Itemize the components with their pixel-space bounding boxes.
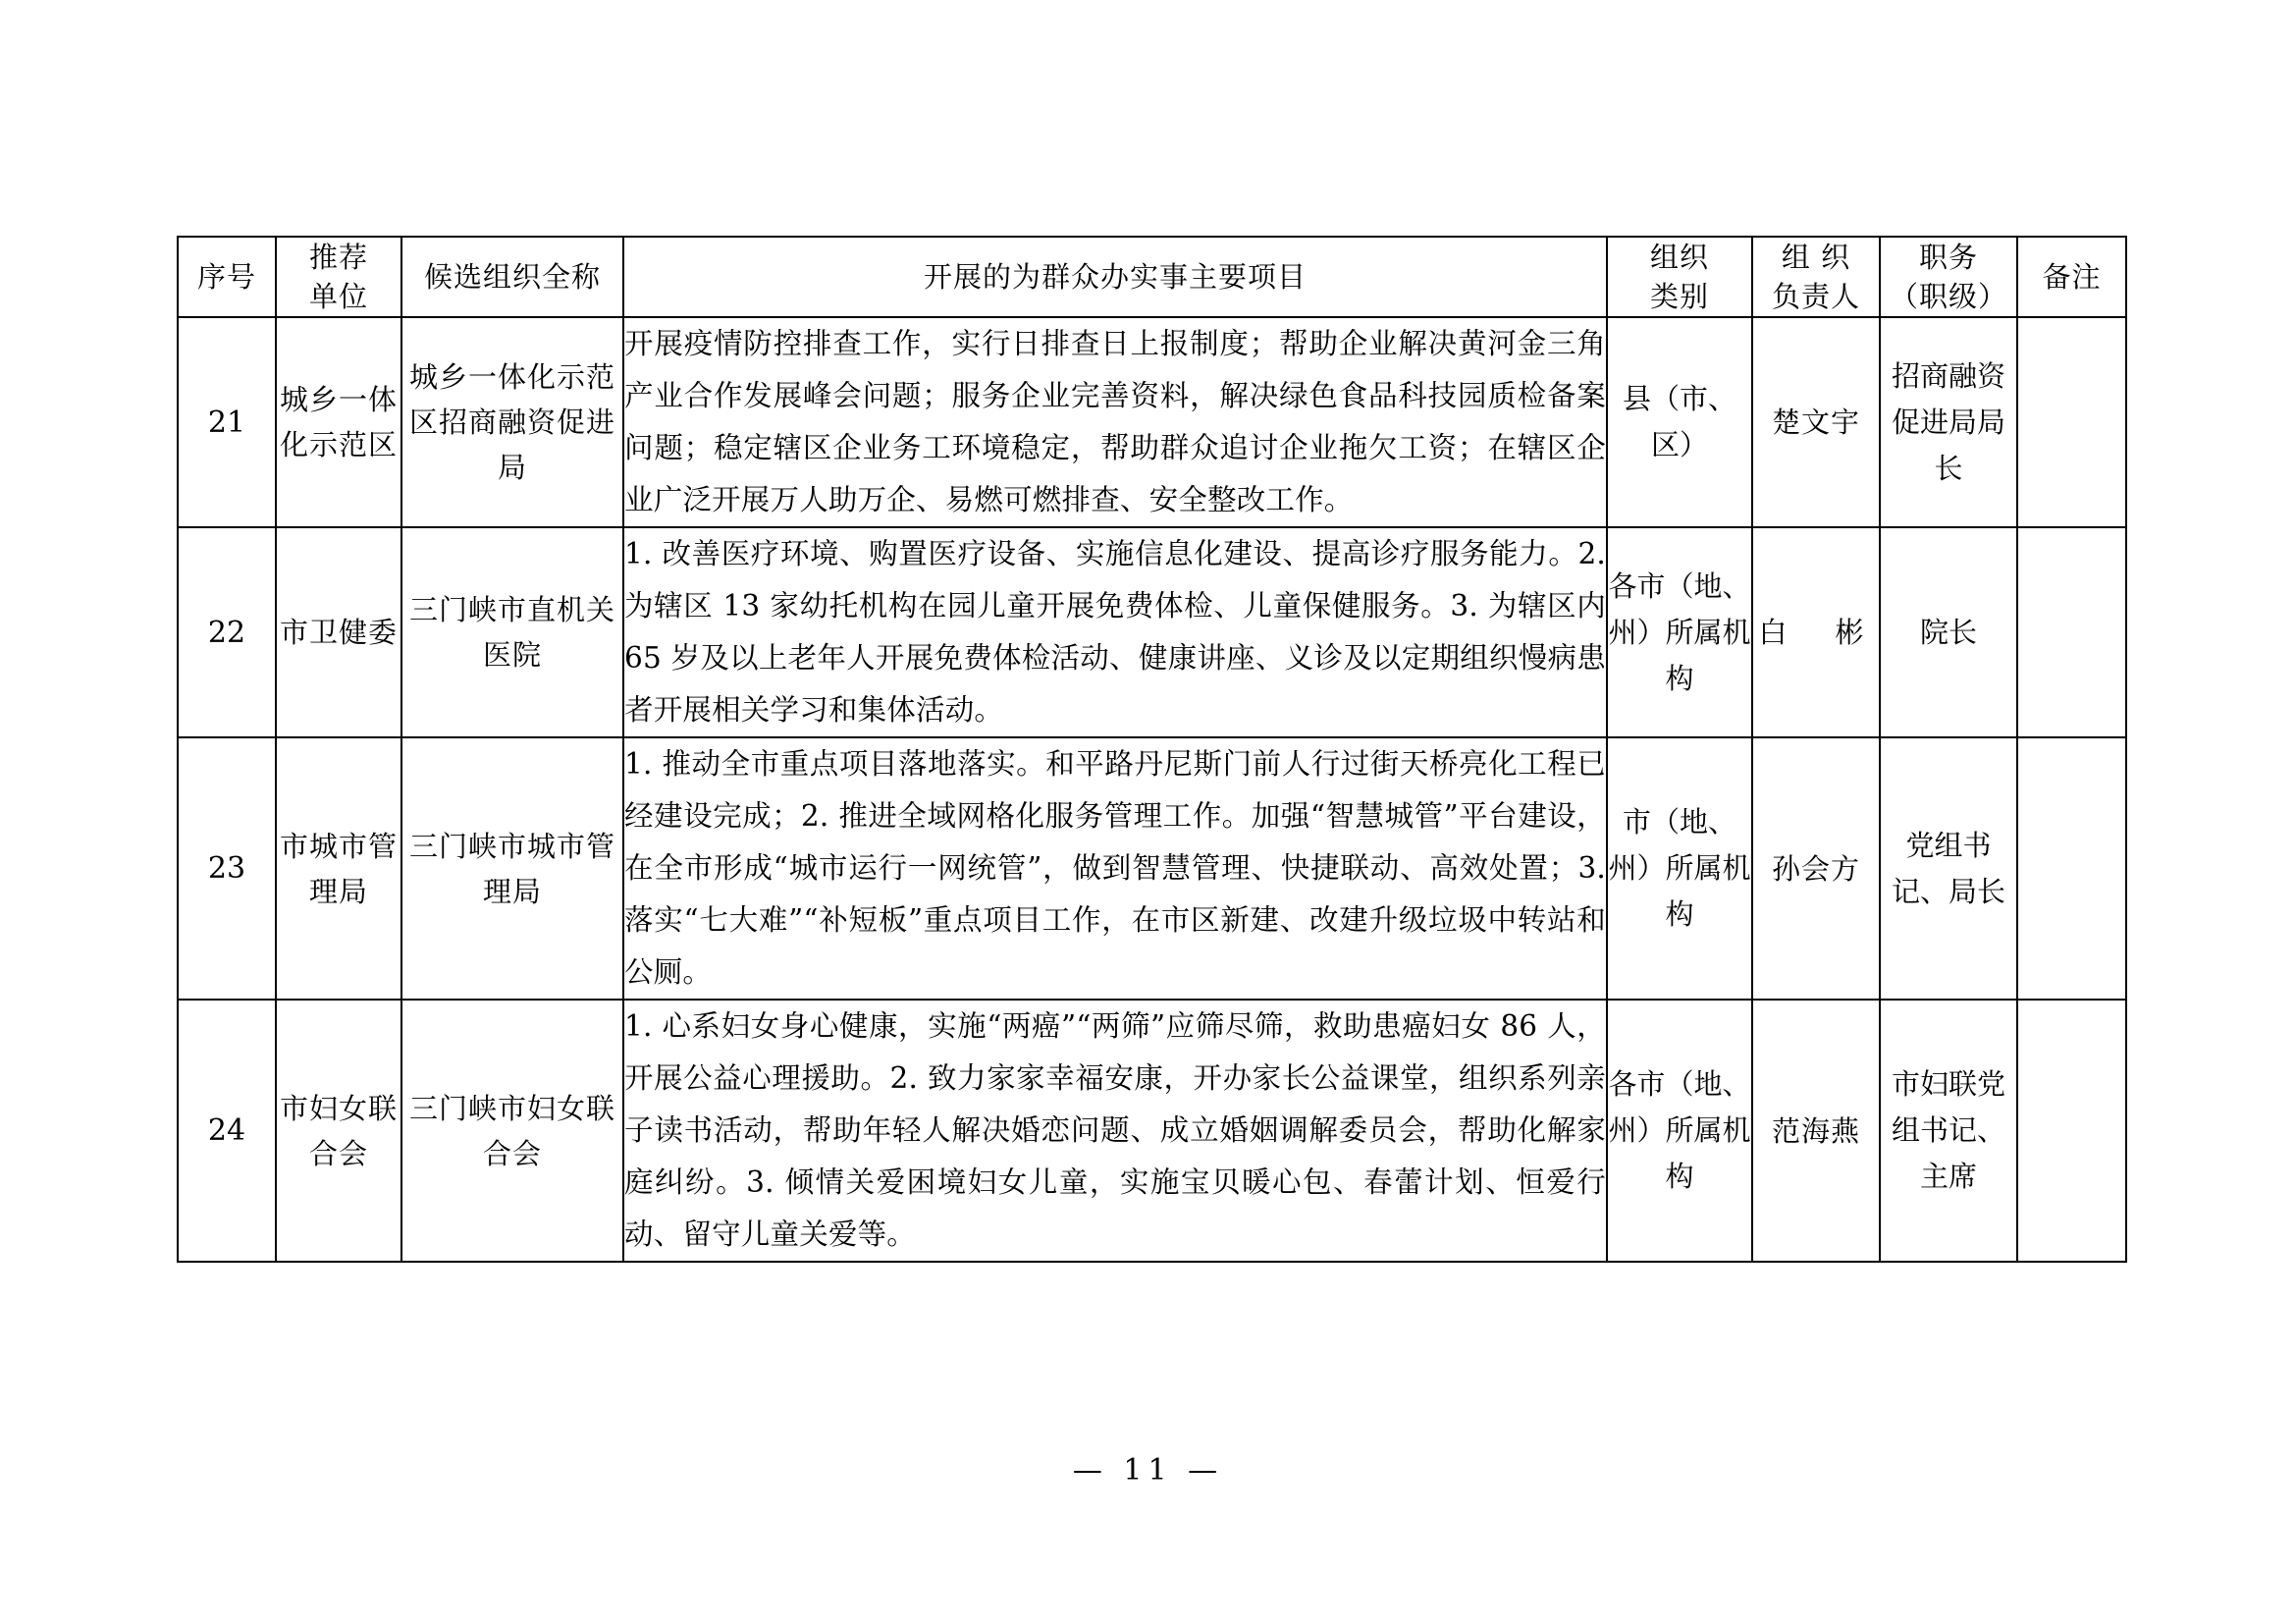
cell-post: 招商融资促进局局长	[1880, 317, 2017, 527]
column-header-remark	[2017, 237, 2126, 317]
cell-leader: 范海燕	[1752, 1000, 1880, 1262]
cell-unit: 市城市管理局	[276, 737, 401, 1000]
column-header-unit-line2: 单位	[308, 280, 368, 313]
cell-remark	[2017, 1000, 2126, 1262]
column-header-leader	[1752, 237, 1880, 317]
table-row	[178, 737, 2126, 1000]
column-header-post	[1880, 237, 2017, 317]
cell-type: 各市（地、州）所属机构	[1607, 527, 1752, 737]
page-number: — 11 —	[1072, 1453, 1224, 1488]
cell-remark	[2017, 527, 2126, 737]
column-header-post-line1: 职务	[1918, 241, 1978, 274]
cell-unit: 市妇女联合会	[276, 1000, 401, 1262]
cell-post: 院长	[1880, 527, 2017, 737]
recommendation-table-wrapper	[177, 236, 2125, 1263]
column-header-unit	[276, 237, 401, 317]
cell-unit: 城乡一体化示范区	[276, 317, 401, 527]
recommendation-table	[177, 236, 2127, 1263]
column-header-org-line1: 候选组织全称	[423, 260, 601, 294]
table-row	[178, 317, 2126, 527]
column-header-project-line1: 开展的为群众办实事主要项目	[923, 260, 1307, 294]
cell-project: 开展疫情防控排查工作，实行日排查日上报制度；帮助企业解决黄河金三角产业合作发展峰会问题；服务企业完善资料，解决绿色食品科技园质检备案问题；稳定辖区企业务工环境稳定，帮助群众追讨企业拖欠工资；在辖区企业广泛开展万人助万企、易燃可燃排查、安全整改工作。	[623, 317, 1607, 527]
cell-remark	[2017, 737, 2126, 1000]
cell-project: 1. 心系妇女身心健康，实施“两癌”“两筛”应筛尽筛，救助患癌妇女 86 人，开展公益心理援助。2. 致力家家幸福安康，开办家长公益课堂，组织系列亲子读书活动，帮助年轻人解决婚恋问题、成立婚姻调解委员会，帮助化解家庭纠纷。3. 倾情关爱困境妇女儿童，实施宝贝暖心包、春蕾计划、恒爱行动、留守儿童关爱等。	[623, 1000, 1607, 1262]
cell-org: 城乡一体化示范区招商融资促进局	[401, 317, 623, 527]
cell-org: 三门峡市妇女联合会	[401, 1000, 623, 1262]
cell-leader: 孙会方	[1752, 737, 1880, 1000]
cell-leader: 楚文宇	[1752, 317, 1880, 527]
table-row	[178, 527, 2126, 737]
column-header-org	[401, 237, 623, 317]
cell-seq: 22	[178, 527, 276, 737]
column-header-post-line2: （职级）	[1889, 280, 2007, 313]
cell-remark	[2017, 317, 2126, 527]
cell-project: 1. 推动全市重点项目落地落实。和平路丹尼斯门前人行过街天桥亮化工程已经建设完成；2. 推进全域网格化服务管理工作。加强“智慧城管”平台建设，在全市形成“城市运行一网统管”，做到智慧管理、快捷联动、高效处置；3. 落实“七大难”“补短板”重点项目工作，在市区新建、改建升级垃圾中转站和公厕。	[623, 737, 1607, 1000]
column-header-seq	[178, 237, 276, 317]
cell-unit: 市卫健委	[276, 527, 401, 737]
cell-post: 党组书记、局长	[1880, 737, 2017, 1000]
cell-project: 1. 改善医疗环境、购置医疗设备、实施信息化建设、提高诊疗服务能力。2. 为辖区 13 家幼托机构在园儿童开展免费体检、儿童保健服务。3. 为辖区内 65 岁及以上老年人开展免费体检活动、健康讲座、义诊及以定期组织慢病患者开展相关学习和集体活动。	[623, 527, 1607, 737]
column-header-leader-line1: 组 织	[1781, 241, 1851, 274]
column-header-leader-line2: 负责人	[1771, 280, 1860, 313]
column-header-type	[1607, 237, 1752, 317]
column-header-remark-line1: 备注	[2042, 260, 2102, 294]
column-header-seq-line1: 序号	[196, 260, 256, 294]
table-header-row	[178, 237, 2126, 317]
column-header-type-line2: 类别	[1649, 280, 1709, 313]
cell-type: 县（市、区）	[1607, 317, 1752, 527]
cell-seq: 21	[178, 317, 276, 527]
cell-seq: 23	[178, 737, 276, 1000]
table-row	[178, 1000, 2126, 1262]
column-header-type-line1: 组织	[1649, 241, 1709, 274]
cell-leader: 白 彬	[1752, 527, 1880, 737]
cell-post: 市妇联党组书记、主席	[1880, 1000, 2017, 1262]
cell-type: 市（地、州）所属机构	[1607, 737, 1752, 1000]
cell-org: 三门峡市城市管理局	[401, 737, 623, 1000]
column-header-project	[623, 237, 1607, 317]
column-header-unit-line1: 推荐	[308, 241, 368, 274]
cell-type: 各市（地、州）所属机构	[1607, 1000, 1752, 1262]
cell-seq: 24	[178, 1000, 276, 1262]
cell-org: 三门峡市直机关医院	[401, 527, 623, 737]
